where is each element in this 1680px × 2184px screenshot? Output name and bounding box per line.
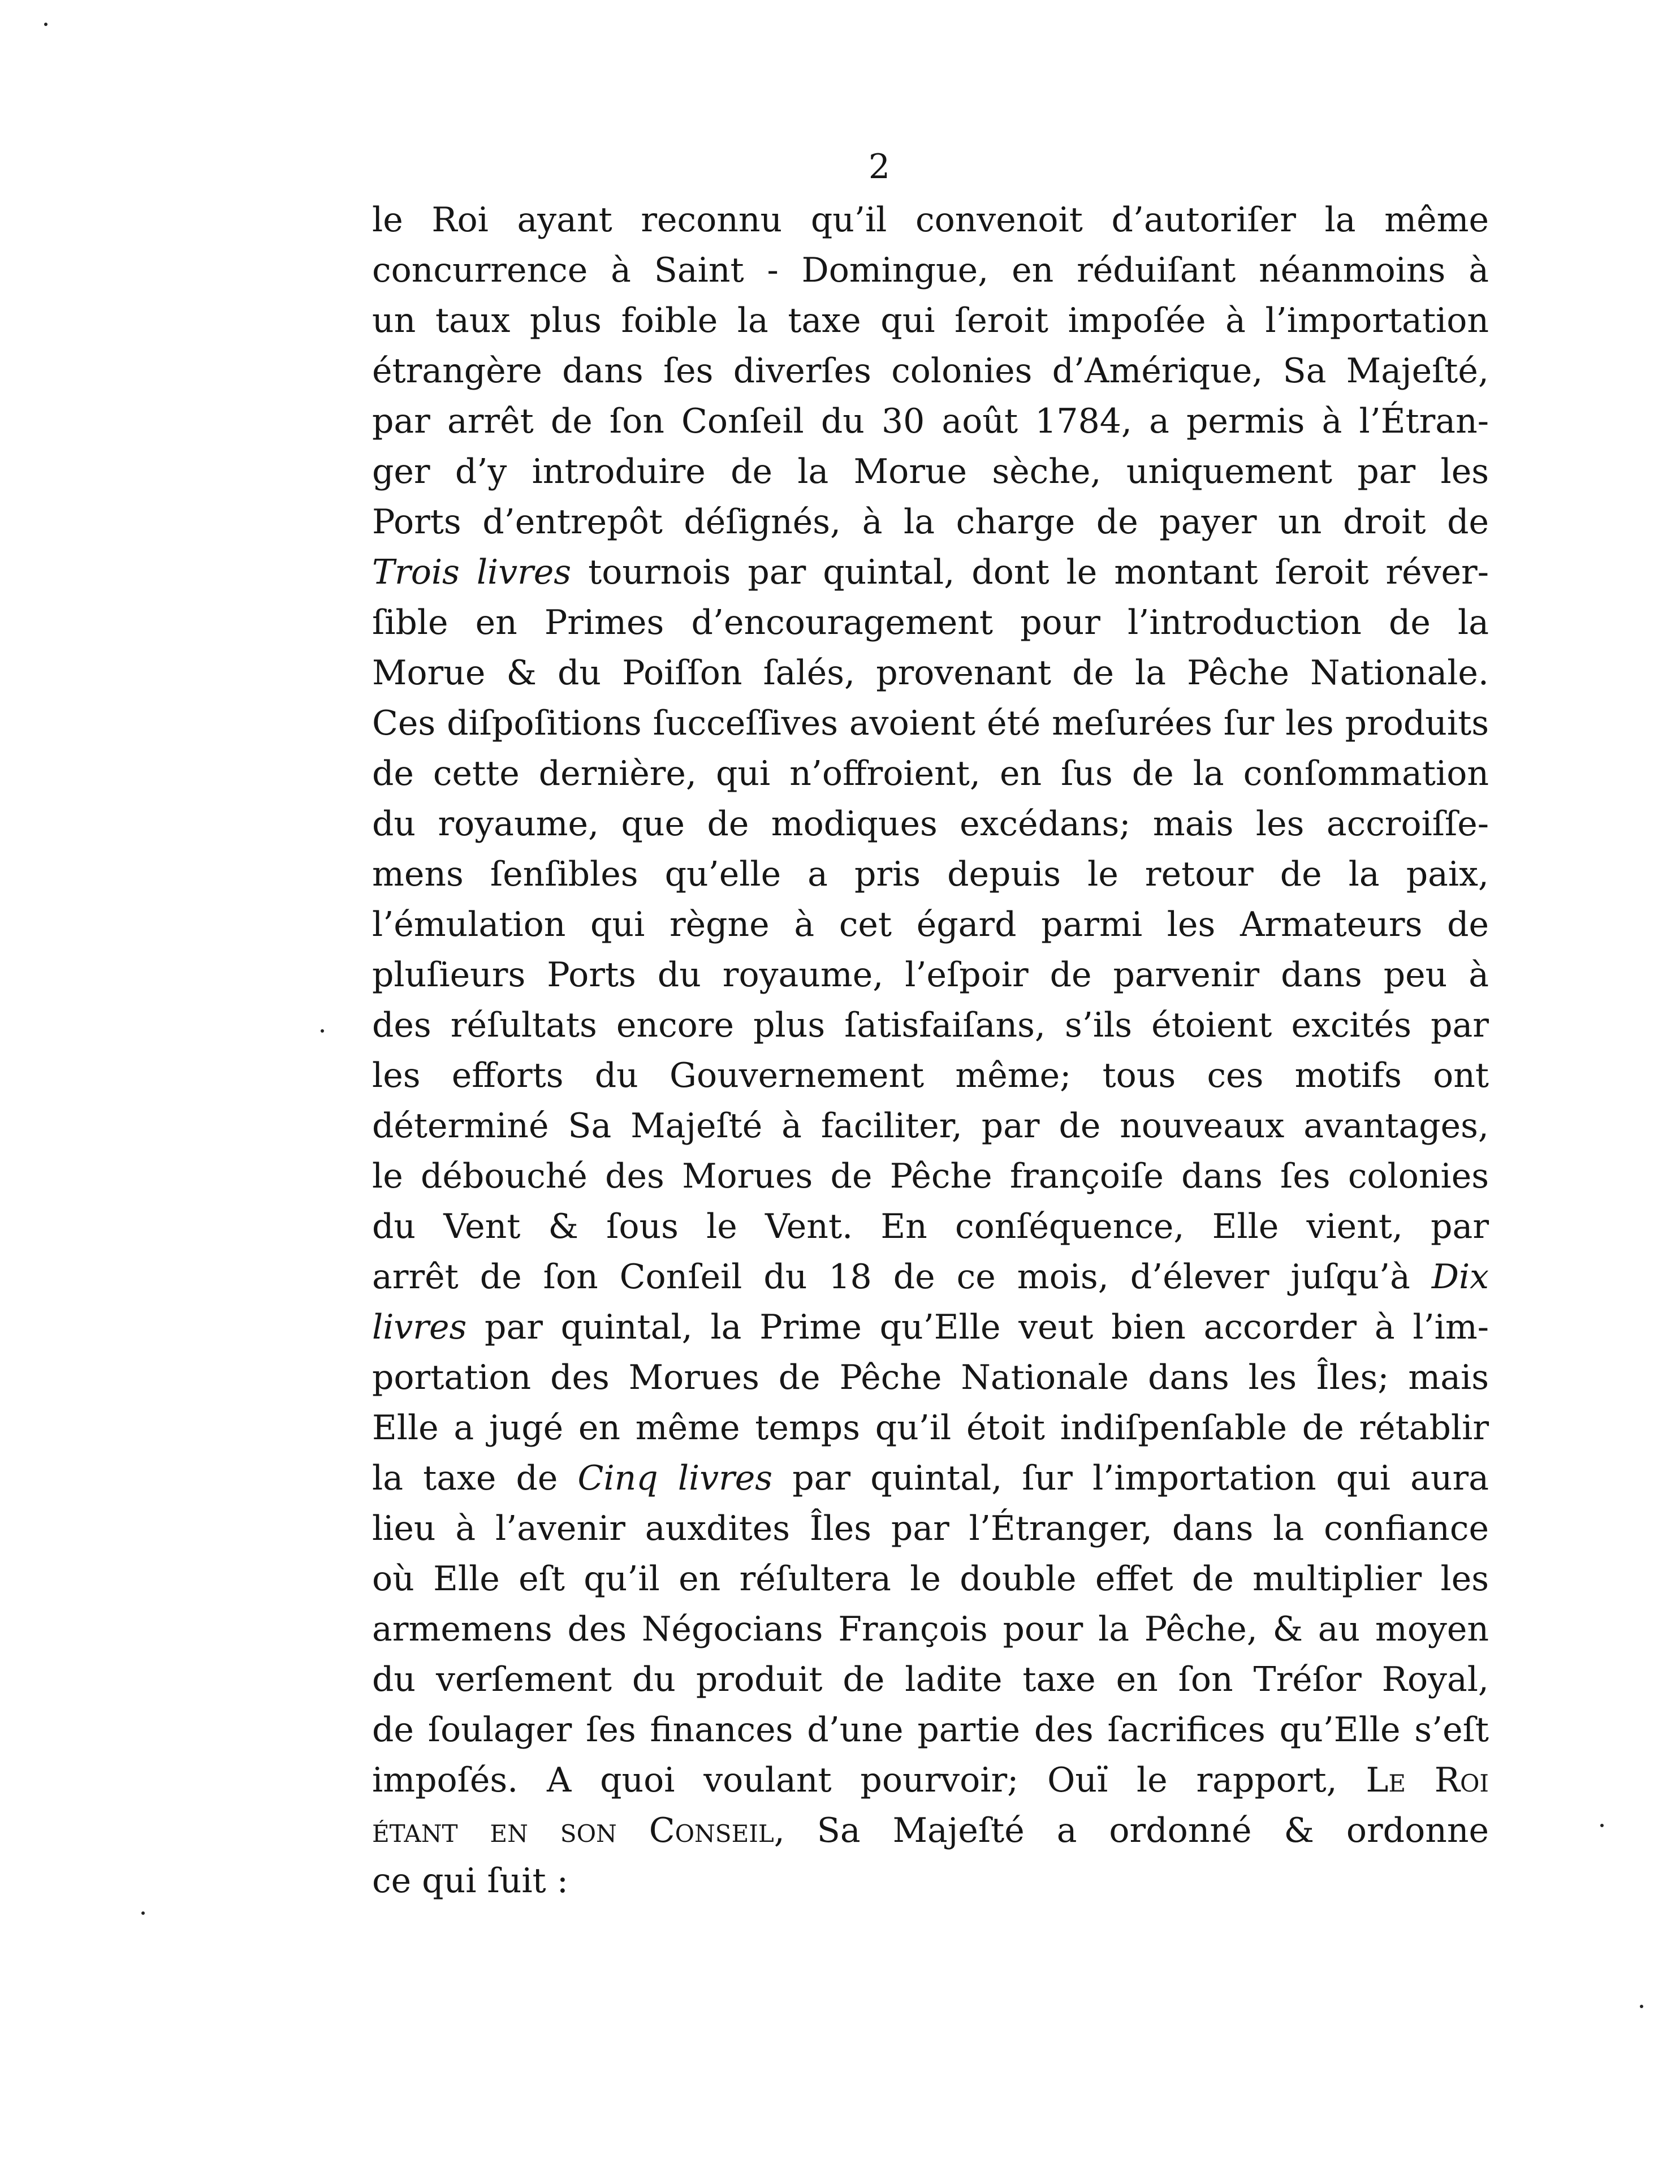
text-line — [372, 1051, 1489, 1101]
text-run: un taux plus foible la taxe qui ſeroit impoſée à l’importation — [372, 301, 1489, 340]
text-line — [372, 1604, 1489, 1655]
text-run: ger d’y introduire de la Morue sèche, uniquement par les — [372, 452, 1489, 491]
text-run: Elle a jugé en même temps qu’il étoit indiſpenſable de rétablir — [372, 1408, 1489, 1448]
text-line — [372, 1202, 1489, 1252]
text-line — [372, 1252, 1489, 1302]
text-run: l’émulation qui règne à cet égard parmi les Armateurs de — [372, 905, 1489, 944]
text-line — [372, 648, 1489, 698]
italic-run: Dix — [1431, 1257, 1489, 1297]
text-line — [372, 1806, 1489, 1856]
text-run: par quintal, ſur l’importation qui aura — [772, 1458, 1489, 1498]
text-line — [372, 296, 1489, 346]
text-line — [372, 1353, 1489, 1403]
small-caps-run: étant en son Conseil, — [372, 1811, 785, 1850]
italic-run: Trois livres — [372, 553, 572, 592]
text-line — [372, 1101, 1489, 1151]
text-run: armemens des Négocians François pour la Pêche, & au moyen — [372, 1609, 1489, 1649]
text-run: concurrence à Saint - Domingue, en réduiſant néanmoins à — [372, 251, 1489, 290]
text-run: le débouché des Morues de Pêche françoiſe dans ſes colonies — [372, 1156, 1489, 1196]
text-line — [372, 1655, 1489, 1705]
text-line — [372, 849, 1489, 900]
stray-mark — [1640, 2005, 1643, 2008]
text-run: ſible en Primes d’encouragement pour l’introduction de la — [372, 603, 1489, 642]
text-line — [372, 900, 1489, 950]
text-line — [372, 245, 1489, 296]
text-run: impoſés. A quoi voulant pourvoir; Ouï le rapport, — [372, 1760, 1366, 1800]
text-run: de cette dernière, qui n’offroient, en ſus de la conſommation — [372, 754, 1489, 793]
page-number: 2 — [868, 147, 891, 187]
stray-mark — [321, 1029, 324, 1033]
text-run: déterminé Sa Majeſté à faciliter, par de nouveaux avantages, — [372, 1106, 1489, 1146]
text-run: portation des Morues de Pêche Nationale dans les Îles; mais — [372, 1358, 1489, 1397]
text-line — [372, 1000, 1489, 1051]
small-caps-run: Le Roi — [1366, 1760, 1489, 1800]
text-line — [372, 447, 1489, 497]
text-run: Ports d’entrepôt déſignés, à la charge de payer un droit de — [372, 502, 1489, 542]
text-line — [372, 1151, 1489, 1202]
text-line — [372, 1554, 1489, 1604]
text-run: des réſultats encore plus ſatisfaiſans, s’ils étoient excités par — [372, 1005, 1489, 1045]
text-run: de ſoulager ſes finances d’une partie des ſacrifices qu’Elle s’eſt — [372, 1710, 1489, 1750]
text-line — [372, 799, 1489, 849]
text-run: Ces diſpoſitions ſucceſſives avoient été meſurées ſur les produits — [372, 703, 1489, 743]
text-run: étrangère dans ſes diverſes colonies d’Amérique, Sa Majeſté, — [372, 351, 1489, 391]
text-line — [372, 396, 1489, 447]
text-run: la taxe de — [372, 1458, 578, 1498]
text-run: pluſieurs Ports du royaume, l’eſpoir de parvenir dans peu à — [372, 955, 1489, 995]
text-run: Sa Majeſté a ordonné & ordonne — [784, 1811, 1489, 1850]
text-line — [372, 547, 1489, 598]
text-run: lieu à l’avenir auxdites Îles par l’Étranger, dans la confiance — [372, 1509, 1489, 1548]
text-line — [372, 346, 1489, 396]
text-run: tournois par quintal, dont le montant ſeroit réver- — [571, 553, 1489, 592]
text-run: du royaume, que de modiques excédans; mais les accroiſſe- — [372, 804, 1489, 844]
italic-run: Cinq livres — [577, 1458, 773, 1498]
text-line — [372, 1504, 1489, 1554]
text-line — [372, 497, 1489, 547]
stray-mark — [141, 1911, 145, 1915]
text-line — [372, 698, 1489, 749]
text-line — [372, 195, 1489, 245]
text-run: où Elle eſt qu’il en réſultera le double effet de multiplier les — [372, 1559, 1489, 1599]
text-run: Morue & du Poiſſon ſalés, provenant de la Pêche Nationale. — [372, 653, 1489, 693]
italic-run: livres — [372, 1307, 467, 1347]
text-line — [372, 1856, 1489, 1906]
text-run: mens ſenſibles qu’elle a pris depuis le retour de la paix, — [372, 854, 1489, 894]
text-run: du Vent & ſous le Vent. En conſéquence, Elle vient, par — [372, 1207, 1489, 1246]
text-line — [372, 1705, 1489, 1755]
stray-mark — [1600, 1824, 1604, 1827]
text-line — [372, 598, 1489, 648]
text-line — [372, 1403, 1489, 1453]
text-line — [372, 950, 1489, 1000]
stray-mark — [44, 23, 47, 26]
text-line — [372, 1755, 1489, 1806]
body-text — [372, 195, 1489, 1906]
text-run: arrêt de ſon Conſeil du 18 de ce mois, d’élever juſqu’à — [372, 1257, 1432, 1297]
text-run: les efforts du Gouvernement même; tous ces motifs ont — [372, 1056, 1489, 1095]
text-line — [372, 749, 1489, 799]
text-line — [372, 1453, 1489, 1504]
text-run: ce qui ſuit : — [372, 1861, 568, 1901]
text-run: du verſement du produit de ladite taxe en ſon Tréſor Royal, — [372, 1660, 1489, 1699]
text-run: le Roi ayant reconnu qu’il convenoit d’autoriſer la même — [372, 200, 1489, 240]
text-run: par arrêt de ſon Conſeil du 30 août 1784, a permis à l’Étran- — [372, 402, 1489, 441]
text-run: par quintal, la Prime qu’Elle veut bien accorder à l’im- — [467, 1307, 1489, 1347]
text-line — [372, 1302, 1489, 1353]
